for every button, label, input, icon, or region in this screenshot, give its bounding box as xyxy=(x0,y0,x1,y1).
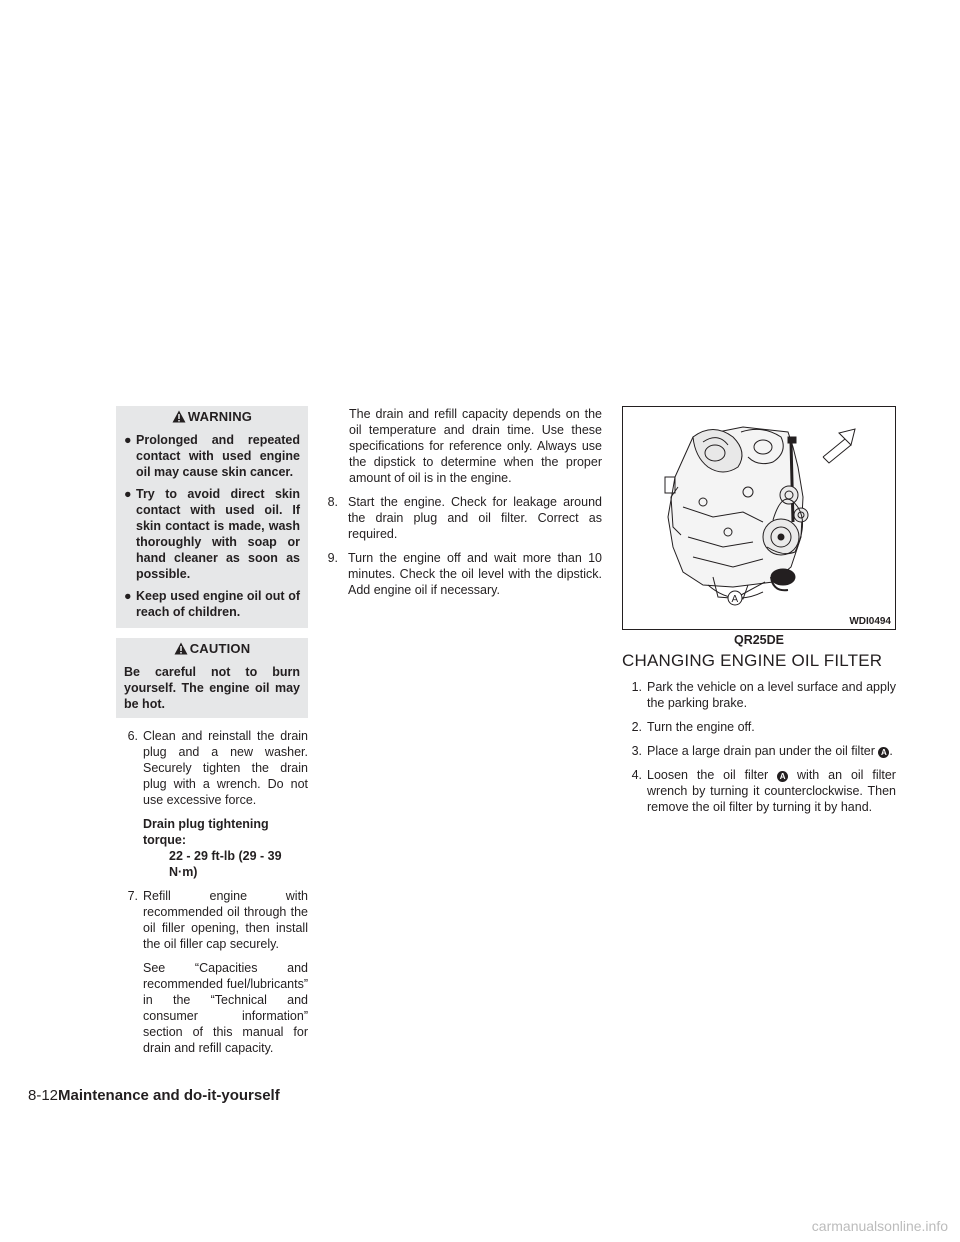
step-number: 4. xyxy=(631,768,642,782)
warning-header xyxy=(116,406,308,428)
page-number: 8-12 xyxy=(28,1087,59,1104)
step-text: Start the engine. Check for leakage around the drain plug and oil filter. Correct as required. xyxy=(348,495,602,541)
column-middle xyxy=(322,406,602,606)
step-number: 6. xyxy=(127,729,138,743)
warning-item xyxy=(124,486,300,582)
step-text-container xyxy=(647,743,896,759)
engine-illustration xyxy=(623,407,895,629)
warning-triangle-icon xyxy=(174,642,188,655)
watermark: carmanualsonline.info xyxy=(811,1218,948,1234)
bullet-icon: ● xyxy=(124,433,132,447)
step-text-cont: with an oil filter wrench by turning it counterclockwise. Then remove the oil filter by turning it by hand. xyxy=(647,768,896,814)
step-number: 9. xyxy=(327,551,338,565)
warning-item xyxy=(124,432,300,480)
step-text: Turn the engine off. xyxy=(647,720,755,734)
step-7 xyxy=(116,888,308,952)
callout-a-icon: A xyxy=(878,747,889,758)
step-4 xyxy=(622,767,896,815)
callout-a-icon: A xyxy=(777,771,788,782)
bullet-icon: ● xyxy=(124,487,132,501)
capacity-note: The drain and refill capacity depends on the oil temperature and drain time. Use these specifications for reference only. Always use the dipstick to determine when the proper amount of oil is in the engine. xyxy=(349,407,602,485)
step-2 xyxy=(622,719,896,735)
step-9 xyxy=(322,550,602,598)
warning-item-text: Prolonged and repeated contact with used engine oil may cause skin cancer. xyxy=(136,433,300,479)
warning-triangle-icon xyxy=(172,410,186,423)
step-number: 1. xyxy=(631,680,642,694)
warning-item-text: Keep used engine oil out of reach of children. xyxy=(136,589,300,619)
warning-item xyxy=(124,588,300,620)
step-number: 2. xyxy=(631,720,642,734)
step-text-end: . xyxy=(889,744,893,758)
step-text: Clean and reinstall the drain plug and a new washer. Securely tighten the drain plug with a wrench. Do not use excessive force. xyxy=(143,729,308,807)
step-6 xyxy=(116,728,308,808)
caution-title: CAUTION xyxy=(189,641,251,656)
step-text-container xyxy=(647,767,896,815)
section-title: CHANGING ENGINE OIL FILTER xyxy=(622,651,883,670)
step-number: 8. xyxy=(327,495,338,509)
warning-box xyxy=(116,406,308,628)
caution-text: Be careful not to burn yourself. The engine oil may be hot. xyxy=(124,665,300,711)
column-left xyxy=(116,406,308,1064)
torque-value: 22 - 29 ft-lb (29 - 39 N·m) xyxy=(169,849,282,879)
engine-figure xyxy=(622,406,896,630)
torque-label: Drain plug tightening torque: xyxy=(143,817,269,847)
page-footer xyxy=(28,1087,280,1104)
capacity-reference-note: See “Capacities and recommended fuel/lubricants” in the “Technical and consumer information” section of this manual for drain and refill capacity. xyxy=(143,961,308,1055)
caution-box xyxy=(116,638,308,718)
warning-title: WARNING xyxy=(187,409,253,424)
warning-item-text: Try to avoid direct skin contact with used oil. If skin contact is made, wash thoroughly with soap or hand cleaner as soon as possible. xyxy=(136,487,300,581)
bullet-icon: ● xyxy=(124,589,132,603)
figure-code: WDI0494 xyxy=(849,616,891,627)
step-text: Place a large drain pan under the oil filter xyxy=(647,744,875,758)
step-3 xyxy=(622,743,896,759)
step-text: Park the vehicle on a level surface and apply the parking brake. xyxy=(647,680,896,710)
figure-callout-label: A xyxy=(731,594,739,605)
step-1 xyxy=(622,679,896,711)
step-8 xyxy=(322,494,602,542)
step-number: 3. xyxy=(631,744,642,758)
step-text: Turn the engine off and wait more than 10 minutes. Check the oil level with the dipstick. Add engine oil if necessary. xyxy=(348,551,602,597)
column-right xyxy=(622,406,896,823)
step-text: Refill engine with recommended oil through the oil filler opening, then install the oil filler cap securely. xyxy=(143,889,308,951)
footer-section-title: Maintenance and do-it-yourself xyxy=(58,1087,280,1104)
figure-caption: QR25DE xyxy=(733,633,785,647)
caution-header xyxy=(116,638,308,660)
step-text: Loosen the oil filter xyxy=(647,768,769,782)
step-number: 7. xyxy=(127,889,138,903)
torque-spec xyxy=(116,816,308,880)
